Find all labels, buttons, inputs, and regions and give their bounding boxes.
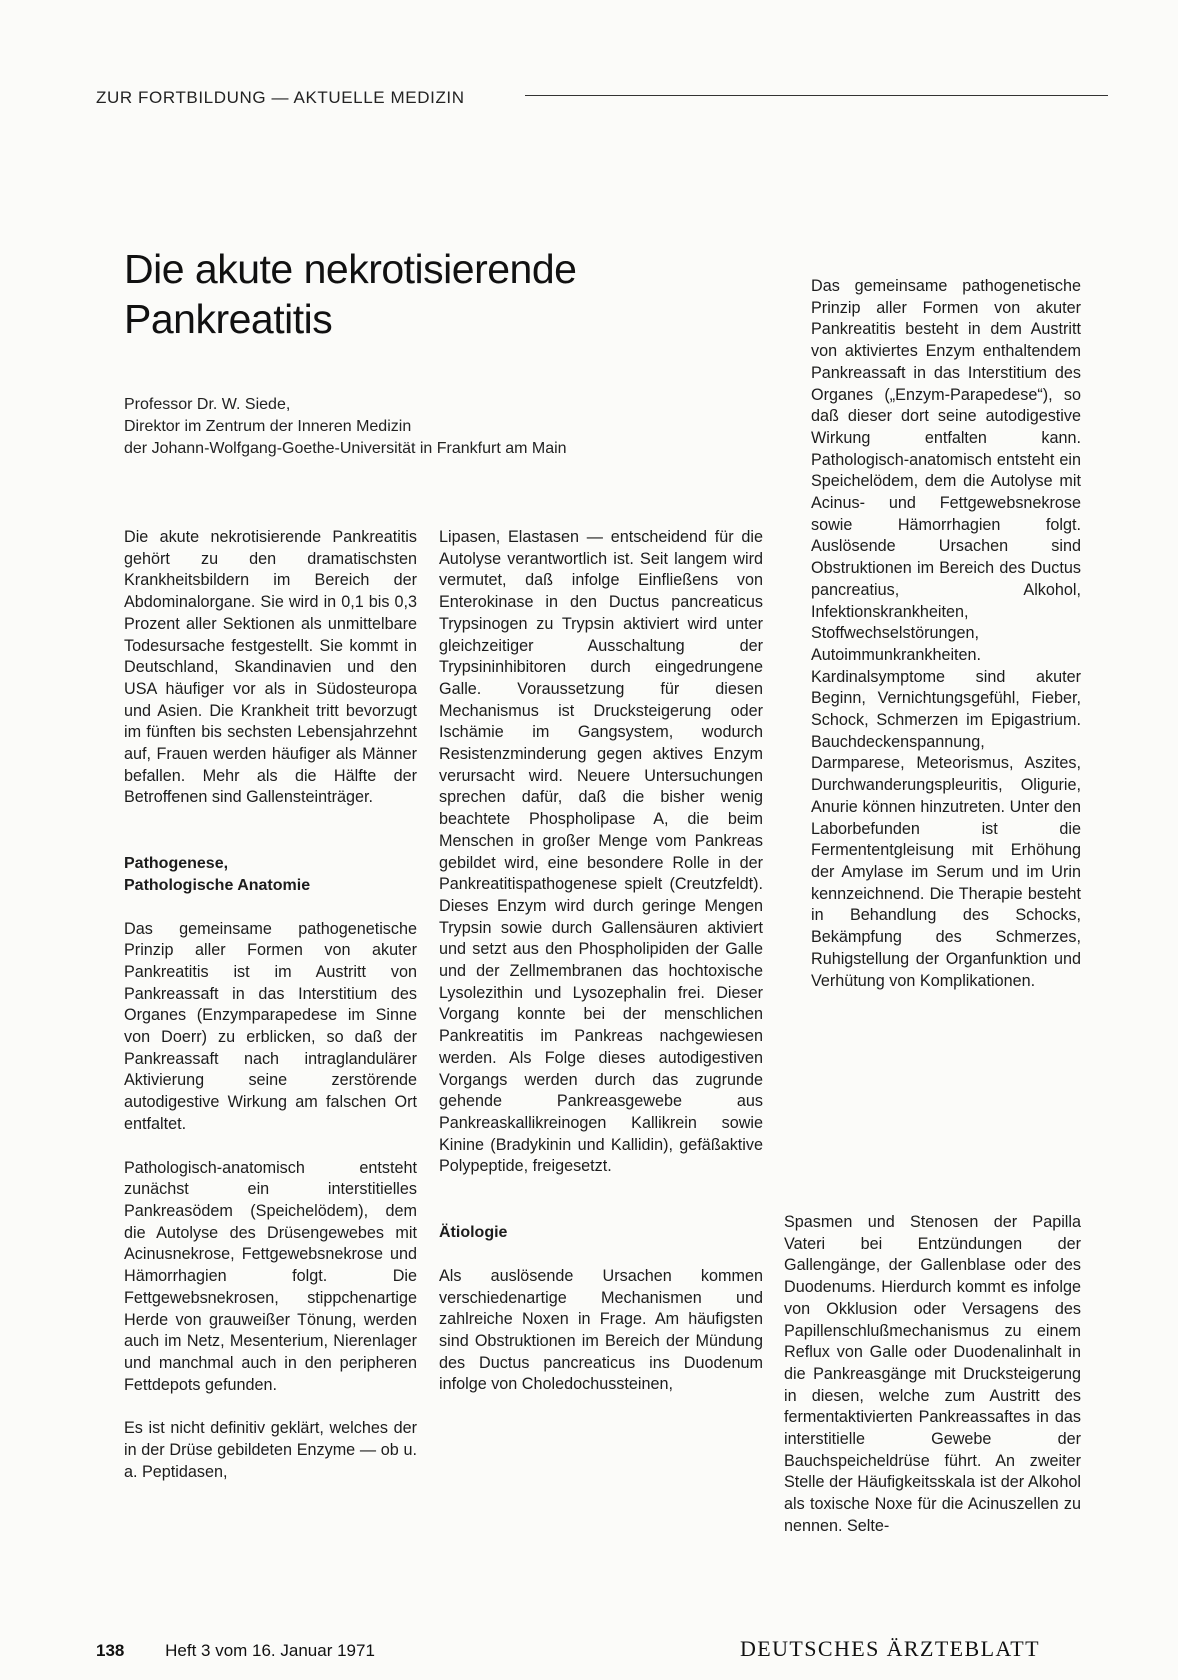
paragraph: Spasmen und Stenosen der Papilla Vateri bei Entzündungen der Gallengänge, der Gallenblase oder des Duodenums. Hierdurch kommt es infolge von Okklusion oder Versagens des Papillenschlußmechanismus zu einem Reflux von Galle oder Duodenalinhalt in die Pankreasgänge mit Drucksteigerung in diesen, welche zum Austritt des fermentaktivierten Pankreassaftes in das interstitielle Gewebe der Bauchspeicheldrüse führt. An zweiter Stelle der Häufigkeitsskala ist der Alkohol als toxische Noxe für die Acinuszellen zu nennen. Selte-	[784, 1213, 1081, 1535]
paragraph: Es ist nicht definitiv geklärt, welches der in der Drüse gebildeten Enzyme — ob u. a. Peptidasen,	[124, 1419, 417, 1481]
paragraph: Lipasen, Elastasen — entscheidend für die Autolyse verantwortlich ist. Seit langem wird vermutet, daß infolge Einfließens von Enterokinase in den Ductus pancreaticus Trypsinogen zu Trypsin aktiviert wird unter gleichzeitiger Ausschaltung der Trypsininhibitoren durch eingedrungene Galle. Voraussetzung für diesen Mechanismus ist Drucksteigerung oder Ischämie im Gangsystem, wodurch Resistenzminderung gegen aktives Enzym verursacht wird. Neuere Untersuchungen sprechen dafür, daß die bisher wenig beachtete Phospholipase A, die beim Menschen in großer Menge vom Pankreas gebildet wird, eine besondere Rolle in der Pankreatitispathogenese spielt (Creutzfeldt). Dieses Enzym wird durch geringe Mengen Trypsin sowie durch Gallensäuren aktiviert und setzt aus den Phospholipiden der Galle und der Zellmembranen das hochtoxische Lysolezithin und Lysozephalin frei. Dieser Vorgang konnte bei der menschlichen Pankreatitis im Pankreas nachgewiesen werden. Als Folge dieses autodigestiven Vorgangs werden durch das zugrunde gehende Pankreasgewebe aus Pankreaskallikreinogen Kallikrein sowie Kinine (Bradykinin und Kallidin), gefäßaktive Polypeptide, freigesetzt.	[439, 528, 763, 1176]
title-line-1: Die akute nekrotisierende	[124, 246, 577, 292]
column-2	[439, 527, 763, 1396]
intro-paragraph: Die akute nekrotisierende Pankreatitis gehört zu den dramatischsten Krankheitsbildern im Bereich der Abdominalorgane. Sie wird in 0,1 bis 0,3 Prozent aller Sektionen als unmittelbare Todesursache festgestellt. Sie kommt in Deutschland, Skandinavien und den USA häufiger vor als in Südosteuropa und Asien. Die Krankheit tritt bevorzugt im fünften bis sechsten Lebensjahrzehnt auf, Frauen werden häufiger als Männer befallen. Mehr als die Hälfte der Betroffenen sind Gallensteinträger.	[124, 528, 417, 807]
author-block	[124, 394, 724, 460]
footer-left	[96, 1641, 375, 1661]
page-number: 138	[96, 1641, 125, 1660]
column-1	[124, 527, 417, 1483]
column-3	[784, 1212, 1081, 1538]
paragraph: Pathologisch-anatomisch entsteht zunächst ein interstitielles Pankreasödem (Speichelödem), dem die Autolyse des Drüsengewebes mit Acinusnekrose, Fettgewebsnekrose und Hämorrhagien folgt. Die Fettgewebsnekrosen, stippchenartige Herde von grauweißer Tönung, werden auch im Netz, Mesenterium, Nierenlager und manchmal auch in den peripheren Fettdepots gefunden.	[124, 1158, 417, 1394]
section-heading-aetiologie: Ätiologie	[439, 1224, 508, 1242]
author-position: Direktor im Zentrum der Inneren Medizin	[124, 418, 412, 435]
running-head: ZUR FORTBILDUNG — AKTUELLE MEDIZIN	[96, 88, 465, 107]
author-name: Professor Dr. W. Siede,	[124, 396, 291, 413]
section-heading-pathologische-anatomie: Pathologische Anatomie	[124, 876, 311, 894]
section-heading-pathogenese: Pathogenese,	[124, 855, 229, 873]
title-line-2: Pankreatitis	[124, 296, 333, 342]
journal-name: DEUTSCHES ÄRZTEBLATT	[740, 1636, 1040, 1661]
author-affiliation: der Johann-Wolfgang-Goethe-Universität in Frankfurt am Main	[124, 440, 567, 457]
issue-info: Heft 3 vom 16. Januar 1971	[165, 1641, 375, 1660]
paragraph: Als auslösende Ursachen kommen verschiedenartige Mechanismen und zahlreiche Noxen in Frage. Am häufigsten sind Obstruktionen im Bereich der Mündung des Ductus pancreaticus ins Duodenum infolge von Choledochussteinen,	[439, 1266, 763, 1394]
article-title	[124, 244, 684, 344]
paragraph: Das gemeinsame pathogenetische Prinzip aller Formen von akuter Pankreatitis ist im Austritt von Pankreassaft in das Interstitium des Organes (Enzymparapedese im Sinne von Doerr) zu erblicken, so daß der Pankreassaft nach intraglandulärer Aktivierung seine zerstörende autodigestive Wirkung am falschen Ort entfaltet.	[124, 919, 417, 1133]
summary-box	[811, 276, 1081, 992]
header-rule	[525, 95, 1108, 96]
summary-text: Das gemeinsame pathogenetische Prinzip aller Formen von akuter Pankreatitis besteht in dem Austritt von aktiviertes Enzym enthaltendem Pankreassaft in das Interstitium des Organes („Enzym-Parapedese“), so daß dieser dort seine autodigestive Wirkung entfalten kann. Pathologisch-anatomisch entsteht ein Speichelödem, dem die Autolyse mit Acinus- und Fettgewebsnekrose sowie Hämorrhagien folgt. Auslösende Ursachen sind Obstruktionen im Bereich des Ductus pancreatius, Alkohol, Infektionskrankheiten, Stoffwechselstörungen, Autoimmunkrankheiten. Kardinalsymptome sind akuter Beginn, Vernichtungsgefühl, Fieber, Schock, Schmerzen im Epigastrium. Bauchdeckenspannung, Darmparese, Meteorismus, Aszites, Durchwanderungspleuritis, Oligurie, Anurie können hinzutreten. Unter den Laborbefunden ist die Fermententgleisung mit Erhöhung der Amylase im Serum und im Urin kennzeichnend. Die Therapie besteht in Behandlung des Schocks, Bekämpfung des Schmerzes, Ruhigstellung der Organfunktion und Verhütung von Komplikationen.	[811, 277, 1081, 990]
